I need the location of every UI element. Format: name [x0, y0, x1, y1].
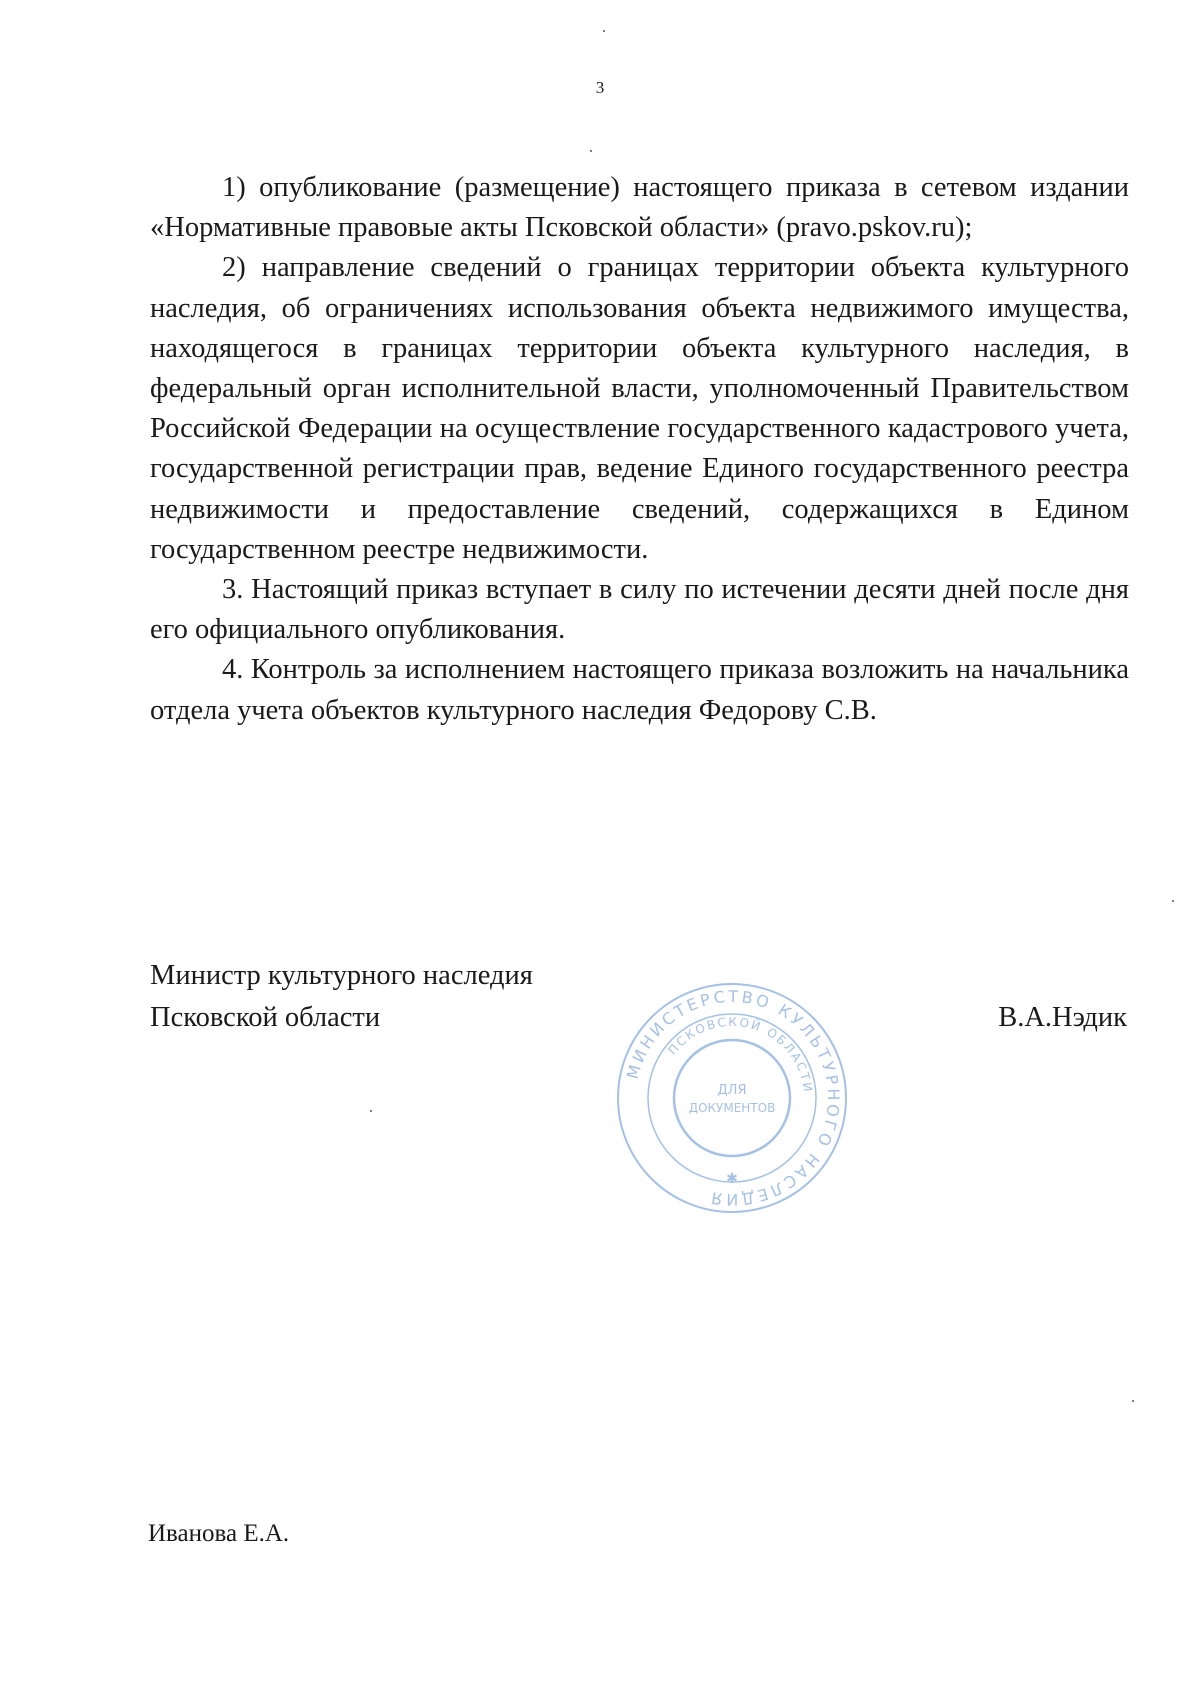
paragraph-cadastral-info: 2) направление сведений о границах территории объекта культурного наследия, об ограничениях использования объекта недвижимого имущества, находящегося в границах территории объекта культурного наследия, в федеральный орган исполнительной власти, уполномоченный Правительством Российской Федерации на осуществление государственного кадастрового учета, государственной регистрации прав, ведение Единого государственного реестра недвижимости и предоставление сведений, содержащихся в Едином государственном реестре недвижимости.	[150, 252, 1129, 565]
official-stamp	[612, 978, 852, 1218]
stamp-inner-ring	[674, 1040, 790, 1156]
document-body	[150, 168, 1129, 731]
executor-name: Иванова Е.А.	[148, 1520, 290, 1547]
signatory-position-line-2: Псковской области	[150, 1002, 381, 1033]
scan-speck	[1172, 900, 1174, 902]
stamp-center-line-1: ДЛЯ	[717, 1083, 747, 1098]
page-number: 3	[595, 78, 605, 97]
stamp-inner-text: ПСКОВСКОЙ ОБЛАСТИ	[665, 1014, 815, 1095]
scan-speck	[590, 150, 592, 152]
signatory-name: В.А.Нэдик	[998, 1002, 1127, 1033]
stamp-center-line-2: ДОКУМЕНТОВ	[688, 1101, 776, 1115]
paragraph-publication: 1) опубликование (размещение) настоящего приказа в сетевом издании «Нормативные правовые акты Псковской области» (pravo.pskov.ru);	[150, 172, 1129, 244]
stamp-outer-text: МИНИСТЕРСТВО КУЛЬТУРНОГО НАСЛЕДИЯ	[622, 986, 844, 1210]
paragraph-entry-into-force: 3. Настоящий приказ вступает в силу по истечении десяти дней после дня его официального опубликования.	[150, 574, 1129, 646]
signatory-position-line-1: Министр культурного наследия	[150, 960, 533, 991]
scan-speck	[603, 30, 605, 32]
paragraph-control: 4. Контроль за исполнением настоящего приказа возложить на начальника отдела учета объектов культурного наследия Федорову С.В.	[150, 654, 1129, 726]
stamp-star-icon: ✱	[726, 1171, 738, 1187]
scan-speck	[1132, 1400, 1134, 1402]
scan-speck	[370, 1110, 372, 1112]
signatory-position	[150, 955, 533, 1039]
